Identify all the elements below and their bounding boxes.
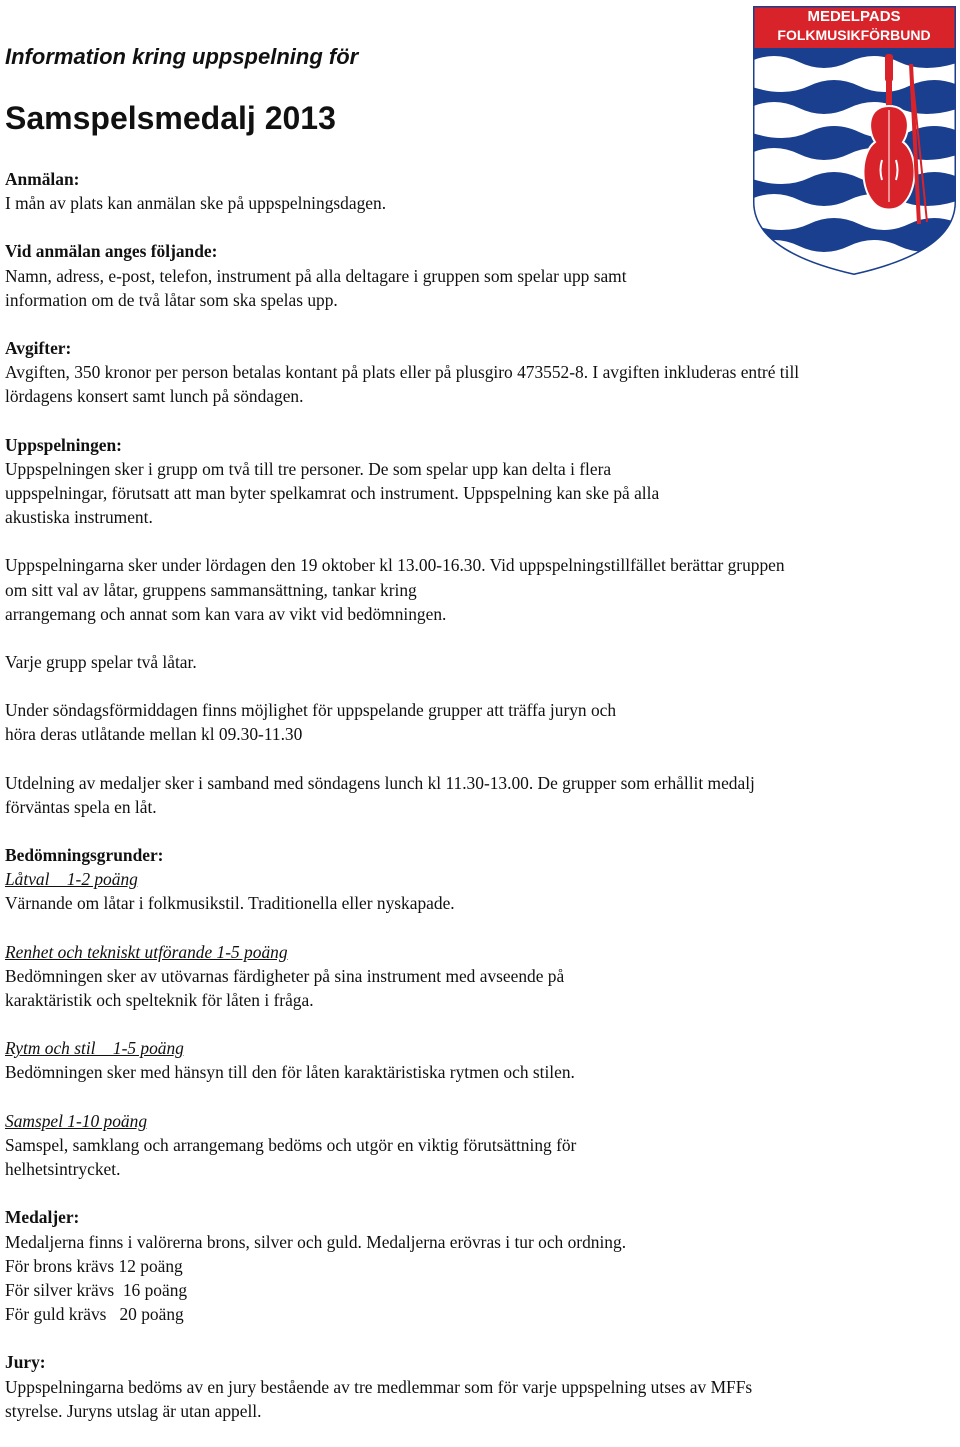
criterion-text: Värnande om låtar i folkmusikstil. Traditionella eller nyskapade. (5, 893, 455, 914)
text-sondag-1: Under söndagsförmiddagen finns möjlighet för uppspelande grupper att träffa juryn och (5, 700, 617, 721)
heading-medaljer: Medaljer: (5, 1207, 80, 1228)
document-subtitle: Information kring uppspelning för (5, 44, 359, 69)
text-utdelning-1: Utdelning av medaljer sker i samband med söndagens lunch kl 11.30-13.00. De grupper som erhållit medalj (5, 772, 755, 793)
section-bedomning-4 (5, 1109, 950, 1182)
criterion-title: Samspel 1-10 poäng (5, 1110, 148, 1131)
heading-avgifter: Avgifter: (5, 338, 72, 359)
text-sondag-2: höra deras utlåtande mellan kl 09.30-11.30 (5, 724, 303, 745)
criterion-text: helhetsintrycket. (5, 1159, 121, 1180)
text-anges-2: information om de två låtar som ska spelas upp. (5, 289, 338, 310)
section-avgifter (5, 336, 950, 409)
text-uppspelningen-3: akustiska instrument. (5, 507, 153, 528)
section-anges (5, 239, 950, 312)
section-bedomning-2 (5, 940, 950, 1013)
section-utdelning (5, 771, 950, 819)
medal-brons: För brons krävs 12 poäng (5, 1255, 183, 1276)
text-anges-1: Namn, adress, e-post, telefon, instrument på alla deltagare i gruppen som spelar upp samt (5, 265, 627, 286)
document-body (5, 167, 950, 1447)
text-varje: Varje grupp spelar två låtar. (5, 652, 197, 673)
criterion-text: karaktäristik och spelteknik för låten i fråga. (5, 990, 314, 1011)
heading-bedomning: Bedömningsgrunder: (5, 845, 164, 866)
section-uppspelningen (5, 433, 950, 530)
section-bedomning-3 (5, 1036, 950, 1084)
text-tid-3: arrangemang och annat som kan vara av vikt vid bedömningen. (5, 603, 447, 624)
logo-line1: MEDELPADS (807, 8, 901, 25)
section-tid (5, 553, 950, 626)
section-sondag (5, 698, 950, 746)
section-anmalan (5, 167, 950, 215)
text-medaljer: Medaljerna finns i valörerna brons, silver och guld. Medaljerna erövras i tur och ordning. (5, 1231, 627, 1252)
document-title: Samspelsmedalj 2013 (5, 100, 336, 136)
heading-uppspelningen: Uppspelningen: (5, 434, 122, 455)
heading-jury: Jury: (5, 1352, 46, 1373)
medal-silver: För silver krävs 16 poäng (5, 1279, 188, 1300)
criterion-text: Bedömningen sker av utövarnas färdigheter på sina instrument med avseende på (5, 965, 565, 986)
criterion-text: Bedömningen sker med hänsyn till den för låten karaktäristiska rytmen och stilen. (5, 1062, 575, 1083)
text-tid-1: Uppspelningarna sker under lördagen den 19 oktober kl 13.00-16.30. Vid uppspelningstillfället berättar gruppen (5, 555, 785, 576)
logo-line2: FOLKMUSIKFÖRBUND (777, 27, 931, 43)
text-anmalan: I mån av plats kan anmälan ske på uppspelningsdagen. (5, 193, 387, 214)
section-varje (5, 650, 950, 674)
text-avgifter-2: lördagens konsert samt lunch på söndagen. (5, 386, 304, 407)
text-uppspelningen-1: Uppspelningen sker i grupp om två till tre personer. De som spelar upp kan delta i flera (5, 458, 612, 479)
criterion-title: Rytm och stil 1-5 poäng (5, 1038, 184, 1059)
criterion-text: Samspel, samklang och arrangemang bedöms och utgör en viktig förutsättning för (5, 1134, 577, 1155)
medal-guld: För guld krävs 20 poäng (5, 1304, 184, 1325)
text-jury-2: styrelse. Juryns utslag är utan appell. (5, 1400, 262, 1421)
text-tid-2: om sitt val av låtar, gruppens sammansättning, tankar kring (5, 579, 417, 600)
text-uppspelningen-2: uppspelningar, förutsatt att man byter spelkamrat och instrument. Uppspelning kan ske på alla (5, 483, 660, 504)
section-medaljer (5, 1205, 950, 1326)
heading-anges: Vid anmälan anges följande: (5, 241, 218, 262)
section-jury (5, 1350, 950, 1423)
text-utdelning-2: förväntas spela en låt. (5, 796, 157, 817)
criterion-title: Renhet och tekniskt utförande 1-5 poäng (5, 941, 288, 962)
section-bedomning-1 (5, 843, 950, 916)
text-avgifter-1: Avgiften, 350 kronor per person betalas kontant på plats eller på plusgiro 473552-8. I avgiften inkluderas entré till (5, 362, 800, 383)
text-jury-1: Uppspelningarna bedöms av en jury bestående av tre medlemmar som för varje uppspelning utses av MFFs (5, 1376, 753, 1397)
heading-anmalan: Anmälan: (5, 169, 80, 189)
criterion-title: Låtval 1-2 poäng (5, 869, 138, 890)
